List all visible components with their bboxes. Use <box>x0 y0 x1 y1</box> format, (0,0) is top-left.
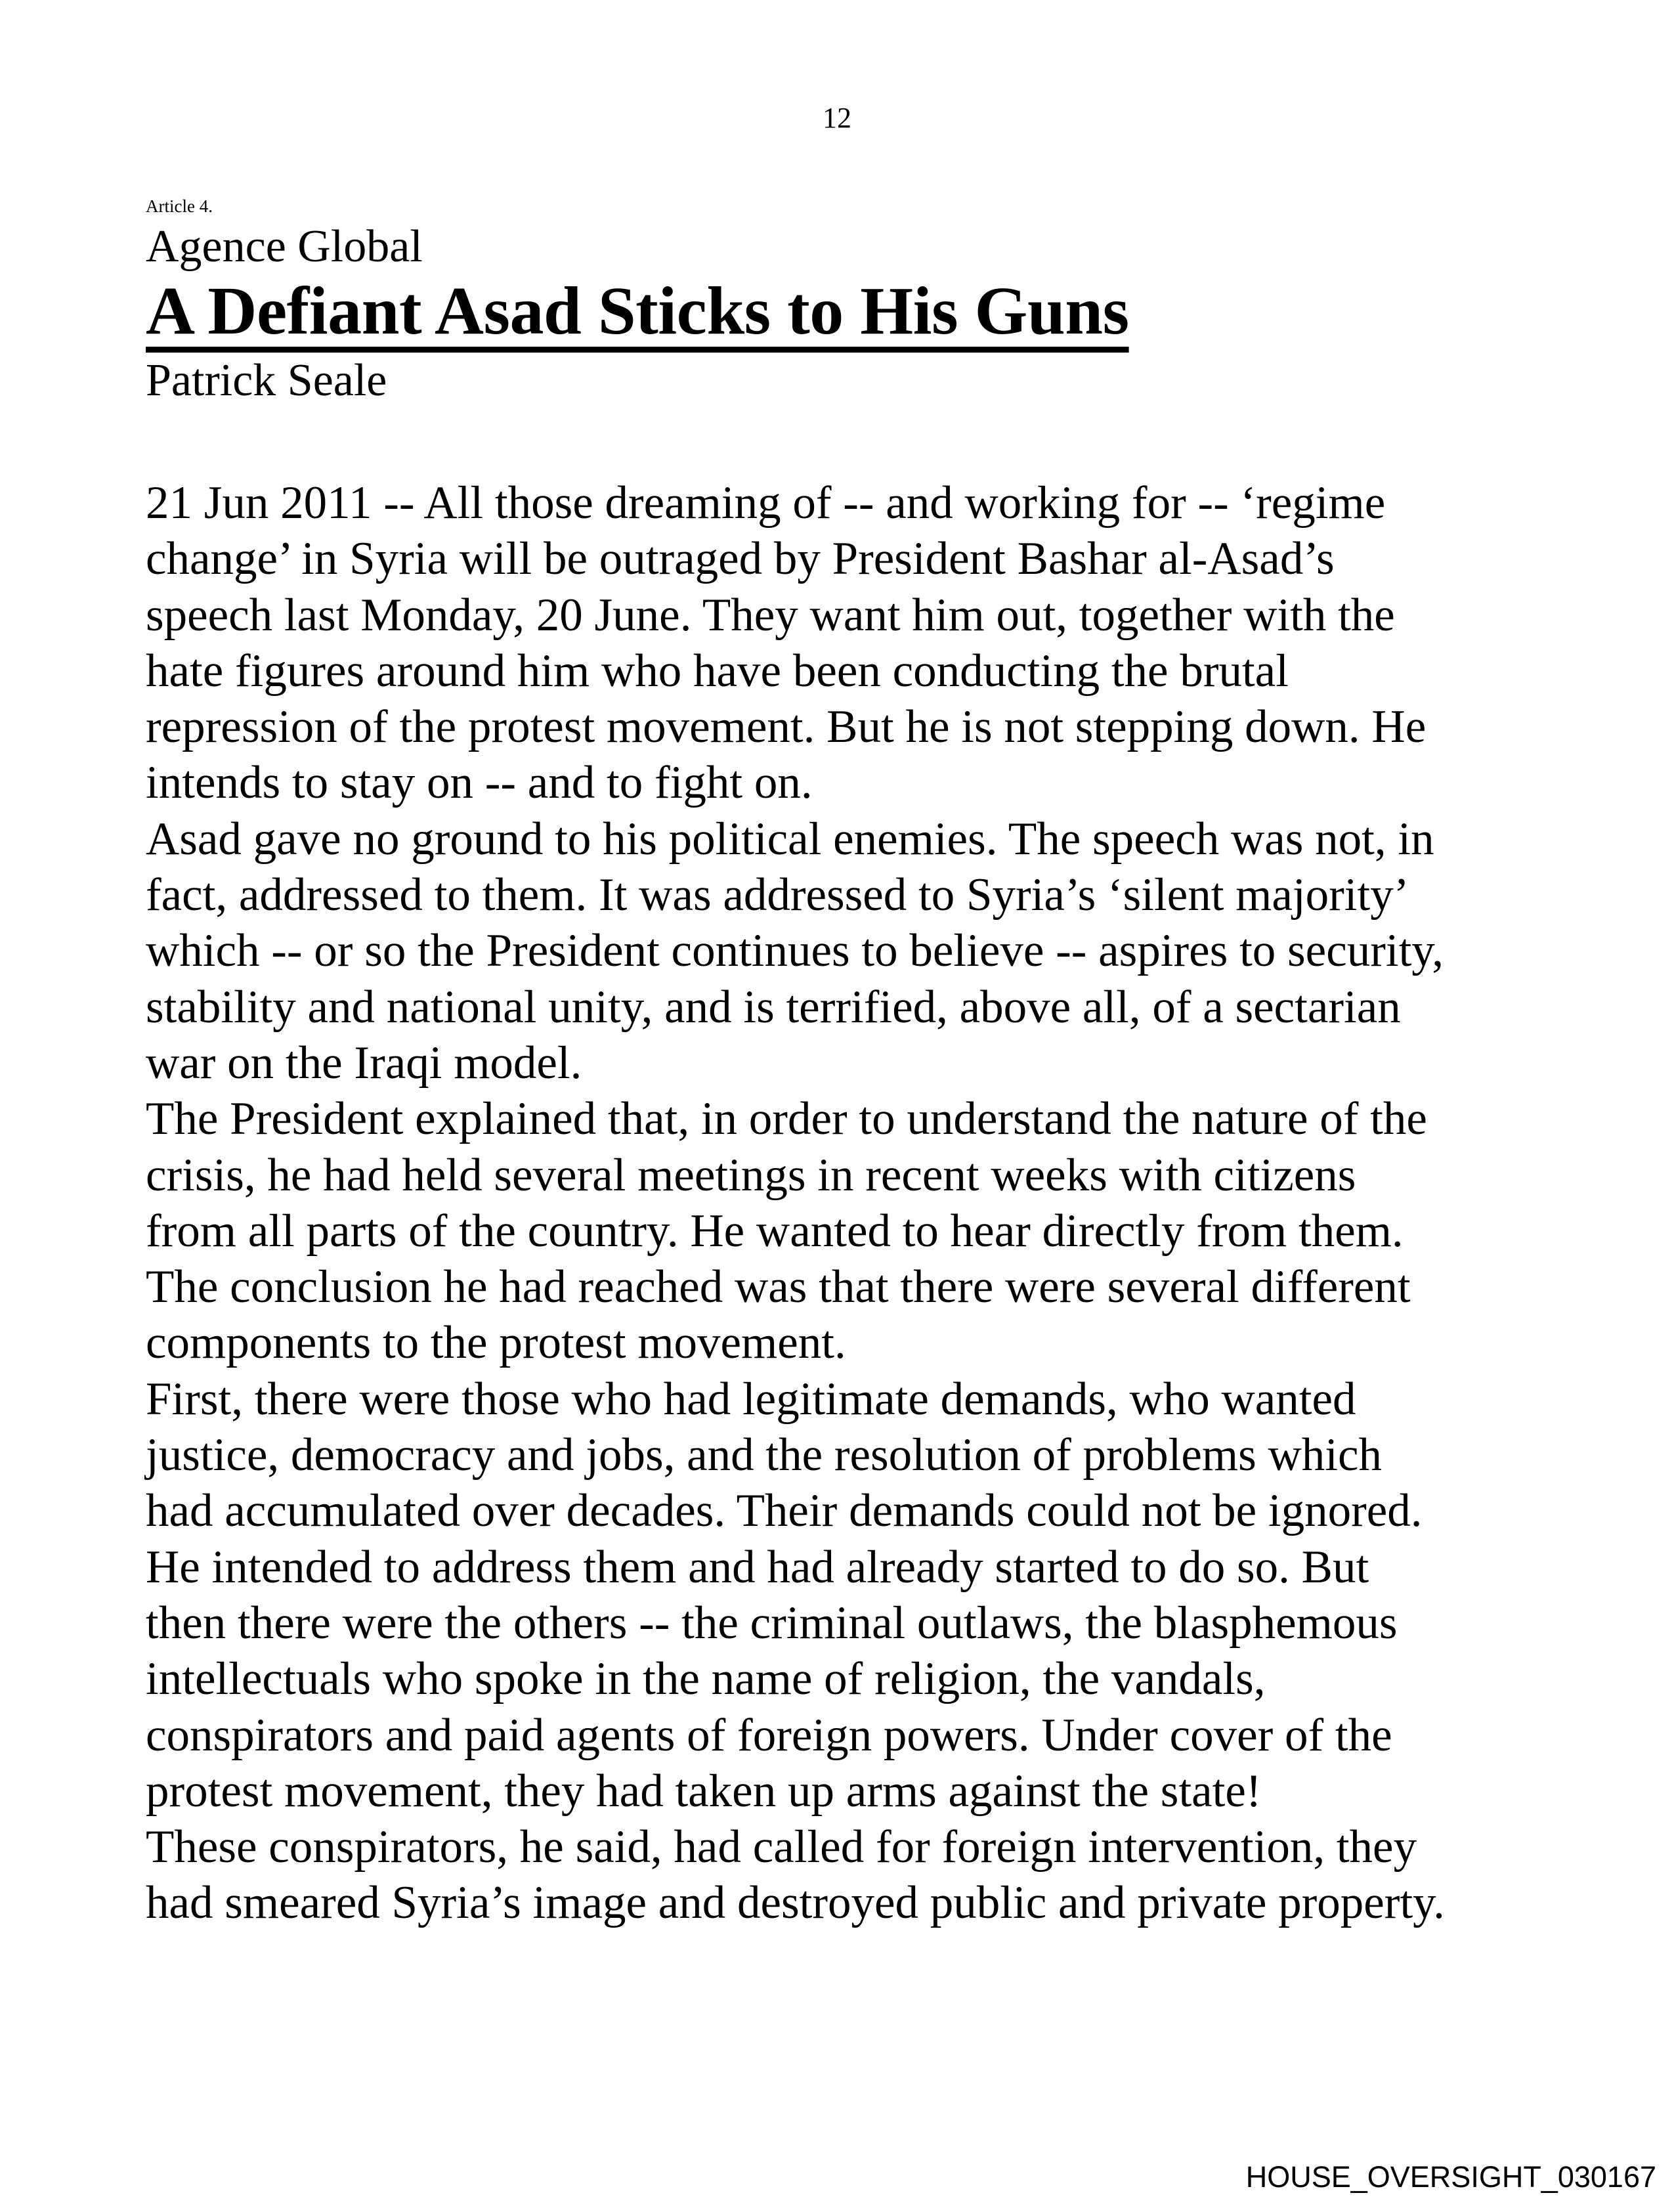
body-line: justice, democracy and jobs, and the resolution of problems which <box>146 1429 1382 1481</box>
body-line: protest movement, they had taken up arms against the state! <box>146 1765 1262 1817</box>
body-line: He intended to address them and had already started to do so. But <box>146 1541 1369 1593</box>
body-line: had accumulated over decades. Their demands could not be ignored. <box>146 1485 1423 1537</box>
article-author: Patrick Seale <box>146 355 387 406</box>
body-line: The conclusion he had reached was that there were several different <box>146 1261 1411 1313</box>
article-title: A Defiant Asad Sticks to His Guns <box>146 273 1129 349</box>
body-line: stability and national unity, and is terrified, above all, of a sectarian <box>146 981 1401 1033</box>
body-line: These conspirators, he said, had called for foreign intervention, they <box>146 1821 1417 1873</box>
body-line: hate figures around him who have been conducting the brutal <box>146 645 1289 697</box>
body-line: had smeared Syria’s image and destroyed public and private property. <box>146 1877 1445 1929</box>
article-body <box>146 475 1590 1932</box>
article-header <box>146 194 1557 408</box>
body-line: which -- or so the President continues to believe -- aspires to security, <box>146 925 1444 977</box>
body-line: intellectuals who spoke in the name of religion, the vandals, <box>146 1653 1266 1705</box>
article-label: Article 4. <box>146 196 213 216</box>
body-line: First, there were those who had legitimate demands, who wanted <box>146 1373 1356 1425</box>
body-line: conspirators and paid agents of foreign powers. Under cover of the <box>146 1709 1392 1761</box>
page-number: 12 <box>823 102 851 134</box>
body-line: fact, addressed to them. It was addressed to Syria’s ‘silent majority’ <box>146 869 1409 921</box>
body-line: 21 Jun 2011 -- All those dreaming of -- and working for -- ‘regime <box>146 477 1386 529</box>
document-id-stamp: HOUSE_OVERSIGHT_030167 <box>1245 2160 1656 2194</box>
body-line: components to the protest movement. <box>146 1317 846 1369</box>
body-line: then there were the others -- the criminal outlaws, the blasphemous <box>146 1597 1398 1649</box>
body-line: speech last Monday, 20 June. They want him out, together with the <box>146 589 1395 641</box>
article-source: Agence Global <box>146 221 423 272</box>
body-line: from all parts of the country. He wanted to hear directly from them. <box>146 1205 1404 1257</box>
body-line: intends to stay on -- and to fight on. <box>146 757 813 809</box>
body-line: change’ in Syria will be outraged by President Bashar al-Asad’s <box>146 533 1335 585</box>
body-line: The President explained that, in order to understand the nature of the <box>146 1093 1427 1145</box>
body-line: Asad gave no ground to his political enemies. The speech was not, in <box>146 813 1434 865</box>
body-line: crisis, he had held several meetings in recent weeks with citizens <box>146 1149 1356 1201</box>
body-line: repression of the protest movement. But he is not stepping down. He <box>146 701 1427 753</box>
body-line: war on the Iraqi model. <box>146 1037 582 1089</box>
